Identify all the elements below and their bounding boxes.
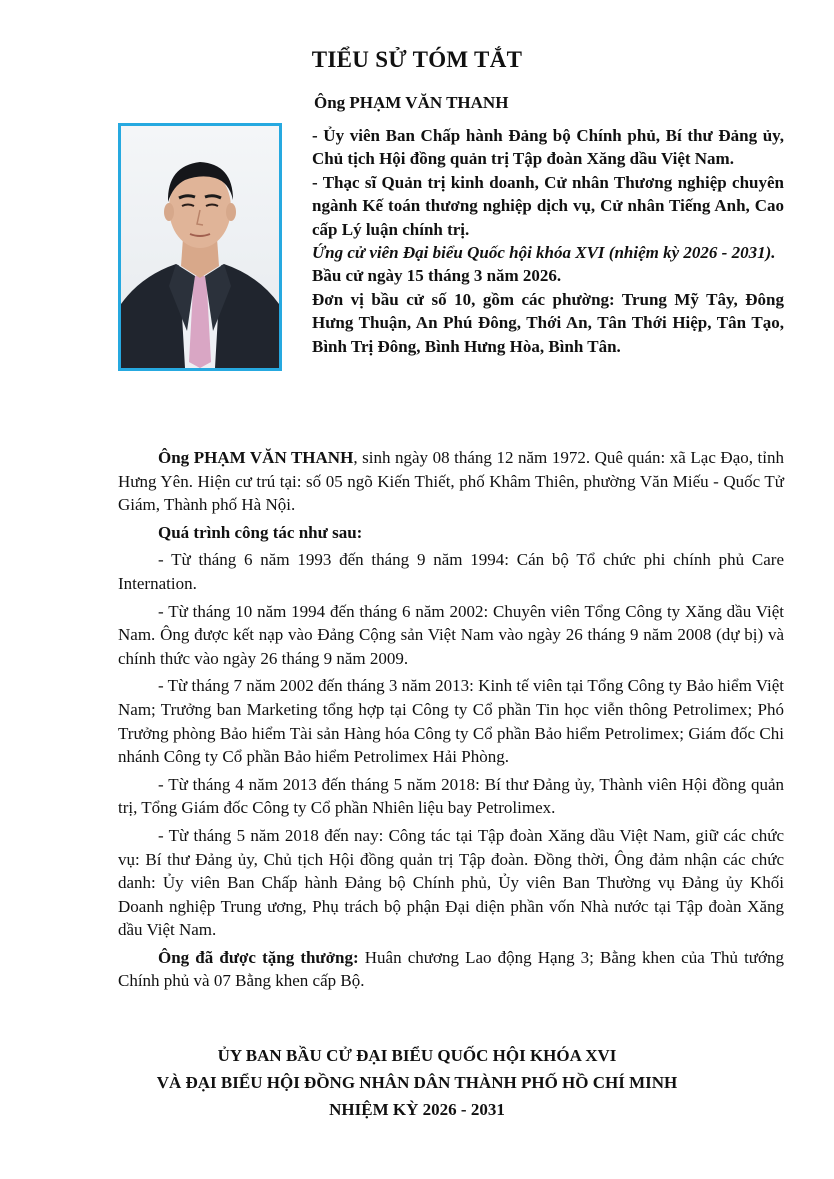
awards-label: Ông đã được tặng thưởng: [158, 947, 359, 967]
summary-election-date: Bầu cử ngày 15 tháng 3 năm 2026. [312, 266, 562, 286]
intro-name: Ông PHẠM VĂN THANH [158, 448, 354, 467]
intro-paragraph [118, 446, 784, 517]
career-item: - Từ tháng 5 năm 2018 đến nay: Công tác tại Tập đoàn Xăng dầu Việt Nam, giữ các chức vụ: Bí thư Đảng ủy, Chủ tịch Hội đồng quản trị Tập đoàn. Đồng thời, Ông đảm nhận các chức danh: Ủy viên Ban Chấp hành Đảng bộ Chính phủ, Ủy viên Ban Thường vụ Đảng ủy Khối Doanh nghiệp Trung ương, Phụ trách bộ phận Đại diện phần vốn Nhà nước tại Tập đoàn Xăng dầu Việt Nam. [118, 825, 784, 940]
issuing-committee [0, 1042, 834, 1123]
career-item: - Từ tháng 7 năm 2002 đến tháng 3 năm 2013: Kinh tế viên tại Tổng Công ty Bảo hiểm Việt Nam; Trưởng ban Marketing tổng hợp tại Công ty Cổ phần Tin học viễn thông Petrolimex; Phó Trưởng phòng Bảo hiểm Tài sản Hàng hóa Công ty Cổ phần Bảo hiểm Petrolimex; Giám đốc Chi nhánh Công ty Cổ phần Bảo hiểm Petrolimex Hải Phòng. [118, 676, 784, 767]
intro-details: , sinh ngày 08 tháng 12 năm 1972. Quê quán: xã Lạc Đạo, tỉnh Hưng Yên. Hiện cư trú tại: số 05 ngõ Kiến Thiết, phố Khâm Thiên, phường Văn Miếu - Quốc Tử Giám, Thành phố Hà Nội. [118, 448, 784, 515]
career-item: - Từ tháng 4 năm 2013 đến tháng 5 năm 2018: Bí thư Đảng ủy, Thành viên Hội đồng quản trị, Tổng Giám đốc Công ty Cổ phần Nhiên liệu bay Petrolimex. [118, 774, 784, 818]
committee-line-1: ỦY BAN BẦU CỬ ĐẠI BIỂU QUỐC HỘI KHÓA XVI [217, 1046, 617, 1065]
summary-position: - Ủy viên Ban Chấp hành Đảng bộ Chính phủ, Bí thư Đảng ủy, Chủ tịch Hội đồng quản trị Tập đoàn Xăng dầu Việt Nam. [312, 126, 784, 169]
candidate-summary [312, 124, 784, 358]
awards-text: Huân chương Lao động Hạng 3; Bằng khen của Thủ tướng Chính phủ và 07 Bằng khen cấp Bộ. [118, 947, 784, 991]
candidate-portrait-photo [118, 123, 282, 371]
career-heading: Quá trình công tác như sau: [158, 522, 363, 542]
awards-paragraph [118, 946, 784, 993]
summary-constituency: Đơn vị bầu cử số 10, gồm các phường: Trung Mỹ Tây, Đông Hưng Thuận, An Phú Đông, Thới An, Tân Thới Hiệp, Tân Tạo, Bình Trị Đông, Bình Hưng Hòa, Bình Tân. [312, 289, 784, 356]
biography-body [118, 446, 784, 997]
career-item: - Từ tháng 10 năm 1994 đến tháng 6 năm 2002: Chuyên viên Tổng Công ty Xăng dầu Việt Nam. Ông được kết nạp vào Đảng Cộng sản Việt Nam vào ngày 26 tháng 9 năm 2008 (dự bị) và chính thức vào ngày 26 tháng 9 năm 2009. [118, 601, 784, 668]
candidate-name-heading: Ông PHẠM VĂN THANH [314, 93, 509, 112]
summary-education: - Thạc sĩ Quản trị kinh doanh, Cử nhân Thương nghiệp chuyên ngành Kế toán thương nghiệp dịch vụ, Cử nhân Tiếng Anh, Cao cấp Lý luận chính trị. [312, 172, 784, 239]
committee-line-3: NHIỆM KỲ 2026 - 2031 [329, 1100, 505, 1119]
committee-line-2: VÀ ĐẠI BIỂU HỘI ĐỒNG NHÂN DÂN THÀNH PHỐ HỒ CHÍ MINH [156, 1073, 678, 1092]
page-title: TIỂU SỬ TÓM TẮT [311, 47, 523, 72]
summary-candidacy: Ứng cử viên Đại biểu Quốc hội khóa XVI (nhiệm kỳ 2026 - 2031). [312, 243, 776, 263]
career-item: - Từ tháng 6 năm 1993 đến tháng 9 năm 1994: Cán bộ Tổ chức phi chính phủ Care Internation. [118, 550, 784, 593]
